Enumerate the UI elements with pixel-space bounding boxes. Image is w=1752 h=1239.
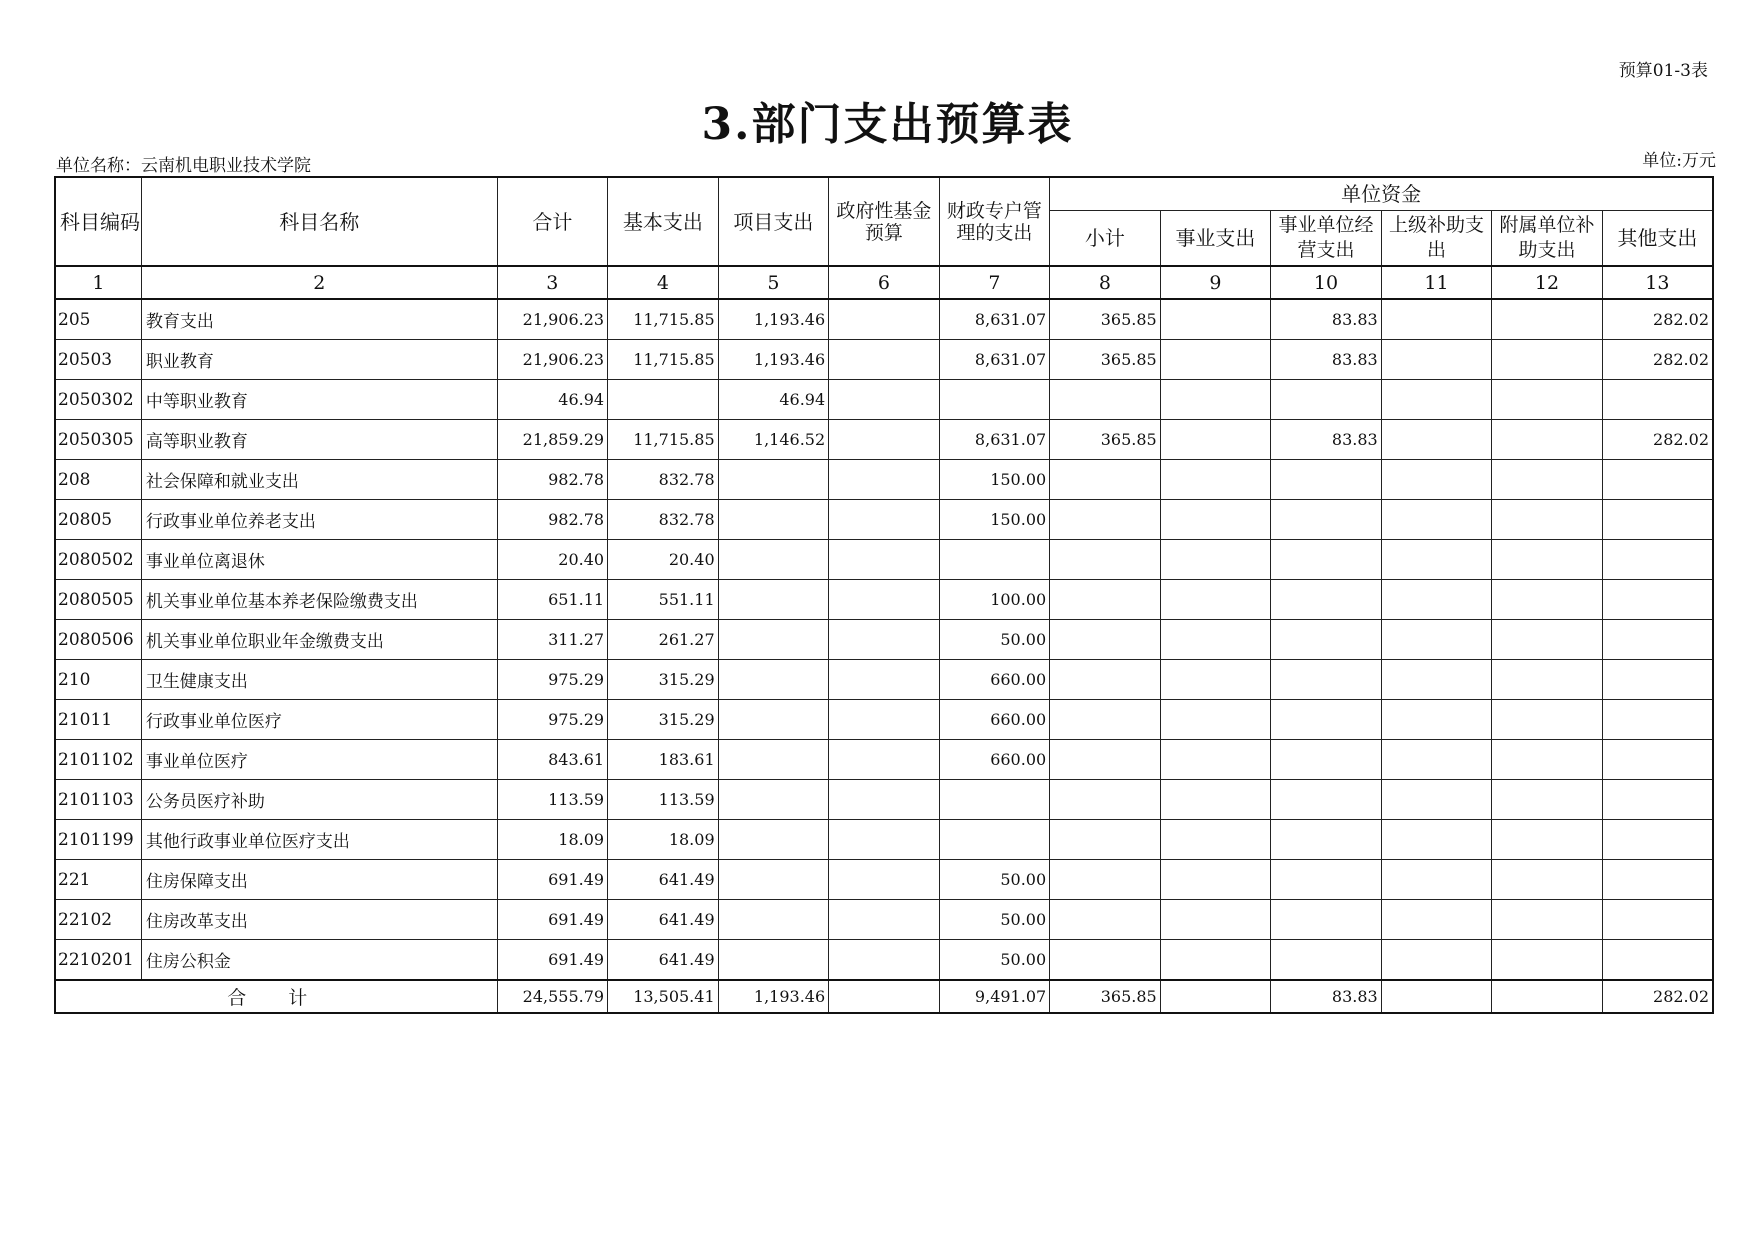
amount-cell [1602, 660, 1713, 700]
amount-cell [718, 500, 829, 540]
table-row [55, 540, 1713, 580]
amount-cell [1271, 540, 1382, 580]
amount-cell: 18.09 [608, 820, 719, 860]
amount-cell [1381, 580, 1492, 620]
column-index: 8 [1050, 266, 1161, 299]
amount-cell: 150.00 [939, 500, 1050, 540]
amount-cell: 365.85 [1050, 340, 1161, 380]
total-cell: 24,555.79 [497, 980, 608, 1013]
col-header-name: 科目名称 [141, 177, 497, 266]
amount-cell [608, 380, 719, 420]
amount-cell: 691.49 [497, 900, 608, 940]
table-row [55, 460, 1713, 500]
amount-cell [829, 340, 940, 380]
subject-code-cell: 2101102 [55, 740, 141, 780]
amount-cell [829, 460, 940, 500]
amount-cell [1160, 900, 1271, 940]
amount-cell: 113.59 [608, 780, 719, 820]
col-header-affiliate: 附属单位补助支出 [1492, 211, 1603, 267]
amount-cell [1160, 620, 1271, 660]
amount-cell [1271, 620, 1382, 660]
amount-cell [1050, 380, 1161, 420]
subject-name-cell: 公务员医疗补助 [141, 780, 497, 820]
total-cell [829, 980, 940, 1013]
total-cell: 83.83 [1271, 980, 1382, 1013]
subject-code-cell: 20503 [55, 340, 141, 380]
col-header-total: 合计 [497, 177, 608, 266]
subject-code-cell: 221 [55, 860, 141, 900]
amount-cell [1160, 780, 1271, 820]
amount-cell: 982.78 [497, 500, 608, 540]
amount-cell: 365.85 [1050, 299, 1161, 340]
amount-cell: 83.83 [1271, 340, 1382, 380]
amount-cell [1492, 700, 1603, 740]
amount-cell [829, 299, 940, 340]
amount-cell: 691.49 [497, 860, 608, 900]
amount-cell [1271, 580, 1382, 620]
amount-cell [829, 420, 940, 460]
total-cell [1381, 980, 1492, 1013]
amount-cell: 50.00 [939, 940, 1050, 981]
amount-cell [1050, 820, 1161, 860]
amount-cell [1050, 740, 1161, 780]
amount-cell [1271, 900, 1382, 940]
amount-cell [718, 580, 829, 620]
col-header-superior: 上级补助支出 [1381, 211, 1492, 267]
amount-cell [1160, 940, 1271, 981]
col-header-code: 科目编码 [55, 177, 141, 266]
amount-cell [1160, 500, 1271, 540]
column-index: 10 [1271, 266, 1382, 299]
subject-name-cell: 事业单位医疗 [141, 740, 497, 780]
amount-cell: 641.49 [608, 900, 719, 940]
amount-cell: 8,631.07 [939, 340, 1050, 380]
total-label: 合 计 [55, 980, 497, 1013]
amount-cell: 8,631.07 [939, 420, 1050, 460]
amount-cell [829, 780, 940, 820]
amount-cell [1160, 540, 1271, 580]
total-cell: 1,193.46 [718, 980, 829, 1013]
amount-cell [1271, 780, 1382, 820]
amount-cell [1492, 340, 1603, 380]
subject-code-cell: 20805 [55, 500, 141, 540]
amount-cell [1050, 900, 1161, 940]
table-row [55, 500, 1713, 540]
unit-name-label: 单位名称：云南机电职业技术学院 [56, 156, 311, 176]
column-index: 3 [497, 266, 608, 299]
amount-cell: 982.78 [497, 460, 608, 500]
amount-cell [1381, 700, 1492, 740]
amount-cell [1492, 620, 1603, 660]
amount-cell: 975.29 [497, 700, 608, 740]
column-index: 5 [718, 266, 829, 299]
header-row-1 [55, 177, 1713, 211]
subject-code-cell: 2080506 [55, 620, 141, 660]
amount-cell: 261.27 [608, 620, 719, 660]
amount-cell [718, 460, 829, 500]
amount-cell [1050, 580, 1161, 620]
amount-cell: 83.83 [1271, 420, 1382, 460]
amount-cell [1160, 860, 1271, 900]
amount-cell: 20.40 [608, 540, 719, 580]
amount-cell [718, 540, 829, 580]
amount-cell: 551.11 [608, 580, 719, 620]
amount-cell: 311.27 [497, 620, 608, 660]
amount-cell [1492, 780, 1603, 820]
amount-cell [1271, 500, 1382, 540]
amount-cell [1271, 820, 1382, 860]
amount-cell [1381, 780, 1492, 820]
amount-cell [1050, 700, 1161, 740]
amount-cell [829, 620, 940, 660]
col-header-gov-fund: 政府性基金预算 [829, 177, 940, 266]
column-index: 1 [55, 266, 141, 299]
amount-cell [1381, 860, 1492, 900]
subject-name-cell: 事业单位离退休 [141, 540, 497, 580]
amount-cell [1271, 380, 1382, 420]
amount-cell [1381, 299, 1492, 340]
amount-cell [1602, 580, 1713, 620]
amount-cell [829, 500, 940, 540]
amount-cell [1602, 500, 1713, 540]
col-header-operating: 事业单位经营支出 [1271, 211, 1382, 267]
column-index: 12 [1492, 266, 1603, 299]
amount-cell: 660.00 [939, 700, 1050, 740]
amount-cell: 282.02 [1602, 420, 1713, 460]
amount-cell [1271, 660, 1382, 700]
amount-cell [1381, 340, 1492, 380]
subject-name-cell: 机关事业单位基本养老保险缴费支出 [141, 580, 497, 620]
amount-cell: 46.94 [497, 380, 608, 420]
amount-cell: 20.40 [497, 540, 608, 580]
subject-name-cell: 职业教育 [141, 340, 497, 380]
amount-cell: 1,146.52 [718, 420, 829, 460]
subject-code-cell: 21011 [55, 700, 141, 740]
subject-code-cell: 2101103 [55, 780, 141, 820]
amount-cell [1160, 580, 1271, 620]
amount-cell [1492, 860, 1603, 900]
form-number: 预算01-3表 [1618, 61, 1708, 81]
amount-cell: 691.49 [497, 940, 608, 981]
amount-cell [1271, 460, 1382, 500]
table-row [55, 660, 1713, 700]
table-row [55, 740, 1713, 780]
amount-cell [1050, 860, 1161, 900]
amount-cell: 46.94 [718, 380, 829, 420]
amount-cell [829, 900, 940, 940]
amount-cell [1160, 380, 1271, 420]
column-index-row [55, 266, 1713, 299]
amount-cell [1381, 620, 1492, 660]
amount-cell [1602, 540, 1713, 580]
total-cell: 282.02 [1602, 980, 1713, 1013]
amount-cell [1381, 420, 1492, 460]
subject-name-cell: 其他行政事业单位医疗支出 [141, 820, 497, 860]
table-row [55, 700, 1713, 740]
amount-cell [1602, 820, 1713, 860]
amount-cell [829, 540, 940, 580]
amount-cell [718, 860, 829, 900]
amount-cell: 100.00 [939, 580, 1050, 620]
amount-cell [1492, 580, 1603, 620]
subject-name-cell: 住房保障支出 [141, 860, 497, 900]
amount-cell: 113.59 [497, 780, 608, 820]
amount-cell [939, 820, 1050, 860]
amount-cell [1602, 780, 1713, 820]
amount-cell [1160, 420, 1271, 460]
amount-cell [829, 660, 940, 700]
amount-cell [1492, 420, 1603, 460]
subject-name-cell: 教育支出 [141, 299, 497, 340]
table-row [55, 820, 1713, 860]
amount-cell: 315.29 [608, 660, 719, 700]
amount-cell: 11,715.85 [608, 340, 719, 380]
amount-cell [939, 380, 1050, 420]
amount-cell [1050, 780, 1161, 820]
amount-cell [1602, 620, 1713, 660]
amount-cell [1602, 740, 1713, 780]
amount-cell: 832.78 [608, 500, 719, 540]
column-index: 9 [1160, 266, 1271, 299]
amount-cell: 183.61 [608, 740, 719, 780]
subject-name-cell: 住房公积金 [141, 940, 497, 981]
amount-cell [1160, 340, 1271, 380]
amount-cell [1050, 660, 1161, 700]
amount-cell [718, 940, 829, 981]
amount-cell: 21,906.23 [497, 299, 608, 340]
amount-cell [718, 700, 829, 740]
amount-cell [1160, 700, 1271, 740]
col-header-project: 项目支出 [718, 177, 829, 266]
table-row [55, 380, 1713, 420]
amount-cell [1050, 540, 1161, 580]
column-index: 7 [939, 266, 1050, 299]
department-expenditure-budget-table [54, 176, 1714, 1014]
amount-cell [1492, 660, 1603, 700]
col-header-subtotal: 小计 [1050, 211, 1161, 267]
amount-cell [1492, 299, 1603, 340]
table-row [55, 340, 1713, 380]
amount-cell [1271, 740, 1382, 780]
subject-code-cell: 210 [55, 660, 141, 700]
amount-cell [939, 780, 1050, 820]
amount-cell: 641.49 [608, 860, 719, 900]
amount-cell: 1,193.46 [718, 340, 829, 380]
amount-cell [829, 700, 940, 740]
amount-cell [1160, 660, 1271, 700]
amount-cell [829, 580, 940, 620]
subject-name-cell: 机关事业单位职业年金缴费支出 [141, 620, 497, 660]
amount-cell [1492, 820, 1603, 860]
amount-cell: 641.49 [608, 940, 719, 981]
amount-cell [1381, 900, 1492, 940]
amount-cell: 365.85 [1050, 420, 1161, 460]
amount-cell [1602, 460, 1713, 500]
amount-cell [1050, 500, 1161, 540]
amount-cell [1160, 740, 1271, 780]
amount-cell: 282.02 [1602, 340, 1713, 380]
amount-cell: 50.00 [939, 620, 1050, 660]
amount-cell [829, 380, 940, 420]
table-row [55, 940, 1713, 981]
amount-cell [1381, 540, 1492, 580]
amount-cell [1492, 740, 1603, 780]
amount-cell [718, 620, 829, 660]
amount-cell [1271, 860, 1382, 900]
amount-cell: 1,193.46 [718, 299, 829, 340]
amount-cell [718, 900, 829, 940]
table-row [55, 580, 1713, 620]
amount-cell [1602, 700, 1713, 740]
subject-name-cell: 卫生健康支出 [141, 660, 497, 700]
amount-cell [1271, 940, 1382, 981]
subject-code-cell: 208 [55, 460, 141, 500]
amount-cell [718, 820, 829, 860]
amount-cell: 832.78 [608, 460, 719, 500]
table-body [55, 299, 1713, 980]
column-index: 11 [1381, 266, 1492, 299]
subject-name-cell: 行政事业单位医疗 [141, 700, 497, 740]
amount-cell [718, 660, 829, 700]
subject-code-cell: 2210201 [55, 940, 141, 981]
amount-cell: 18.09 [497, 820, 608, 860]
amount-cell [1492, 540, 1603, 580]
amount-cell [1602, 900, 1713, 940]
amount-cell: 315.29 [608, 700, 719, 740]
total-cell: 13,505.41 [608, 980, 719, 1013]
subject-name-cell: 高等职业教育 [141, 420, 497, 460]
col-header-other: 其他支出 [1602, 211, 1713, 267]
amount-cell: 11,715.85 [608, 420, 719, 460]
column-index: 2 [141, 266, 497, 299]
amount-cell [1160, 820, 1271, 860]
table-row [55, 860, 1713, 900]
amount-cell: 660.00 [939, 740, 1050, 780]
subject-code-cell: 2101199 [55, 820, 141, 860]
amount-cell [1602, 380, 1713, 420]
amount-cell: 21,906.23 [497, 340, 608, 380]
amount-cell [1381, 500, 1492, 540]
subject-code-cell: 2080502 [55, 540, 141, 580]
amount-cell: 150.00 [939, 460, 1050, 500]
amount-cell [718, 740, 829, 780]
amount-cell [1381, 660, 1492, 700]
amount-cell: 50.00 [939, 860, 1050, 900]
amount-cell [1492, 940, 1603, 981]
table-row [55, 299, 1713, 340]
table-row [55, 780, 1713, 820]
subject-code-cell: 2050305 [55, 420, 141, 460]
amount-cell [1050, 620, 1161, 660]
amount-cell: 843.61 [497, 740, 608, 780]
amount-cell [1381, 460, 1492, 500]
amount-cell [1492, 900, 1603, 940]
subject-code-cell: 22102 [55, 900, 141, 940]
subject-code-cell: 205 [55, 299, 141, 340]
total-cell [1492, 980, 1603, 1013]
column-index: 6 [829, 266, 940, 299]
amount-cell [1492, 460, 1603, 500]
amount-cell [1160, 460, 1271, 500]
table-row [55, 420, 1713, 460]
amount-cell: 8,631.07 [939, 299, 1050, 340]
total-cell: 9,491.07 [939, 980, 1050, 1013]
amount-cell [829, 860, 940, 900]
subject-name-cell: 住房改革支出 [141, 900, 497, 940]
total-cell [1160, 980, 1271, 1013]
subject-code-cell: 2050302 [55, 380, 141, 420]
col-header-fiscal-special: 财政专户管理的支出 [939, 177, 1050, 266]
amount-cell [1381, 380, 1492, 420]
column-index: 13 [1602, 266, 1713, 299]
amount-cell [1050, 460, 1161, 500]
subject-name-cell: 社会保障和就业支出 [141, 460, 497, 500]
amount-cell [829, 740, 940, 780]
col-header-basic: 基本支出 [608, 177, 719, 266]
currency-unit-label: 单位:万元 [1642, 151, 1716, 171]
amount-cell: 21,859.29 [497, 420, 608, 460]
total-cell: 365.85 [1050, 980, 1161, 1013]
column-index: 4 [608, 266, 719, 299]
subject-name-cell: 行政事业单位养老支出 [141, 500, 497, 540]
amount-cell: 50.00 [939, 900, 1050, 940]
subject-name-cell: 中等职业教育 [141, 380, 497, 420]
amount-cell [829, 820, 940, 860]
amount-cell [1381, 940, 1492, 981]
amount-cell [1492, 380, 1603, 420]
amount-cell: 660.00 [939, 660, 1050, 700]
amount-cell: 651.11 [497, 580, 608, 620]
amount-cell: 11,715.85 [608, 299, 719, 340]
amount-cell [1602, 860, 1713, 900]
total-row [55, 980, 1713, 1013]
amount-cell [1381, 740, 1492, 780]
amount-cell [1271, 700, 1382, 740]
amount-cell [1492, 500, 1603, 540]
page-title: 3.部门支出预算表 [701, 99, 1074, 150]
amount-cell [939, 540, 1050, 580]
amount-cell: 975.29 [497, 660, 608, 700]
amount-cell [1160, 299, 1271, 340]
table-row [55, 900, 1713, 940]
col-header-unit-funds: 单位资金 [1050, 177, 1713, 211]
table-row [55, 620, 1713, 660]
amount-cell: 83.83 [1271, 299, 1382, 340]
col-header-career: 事业支出 [1160, 211, 1271, 267]
amount-cell [829, 940, 940, 981]
amount-cell [1602, 940, 1713, 981]
amount-cell [1050, 940, 1161, 981]
amount-cell [1381, 820, 1492, 860]
amount-cell [718, 780, 829, 820]
amount-cell: 282.02 [1602, 299, 1713, 340]
subject-code-cell: 2080505 [55, 580, 141, 620]
